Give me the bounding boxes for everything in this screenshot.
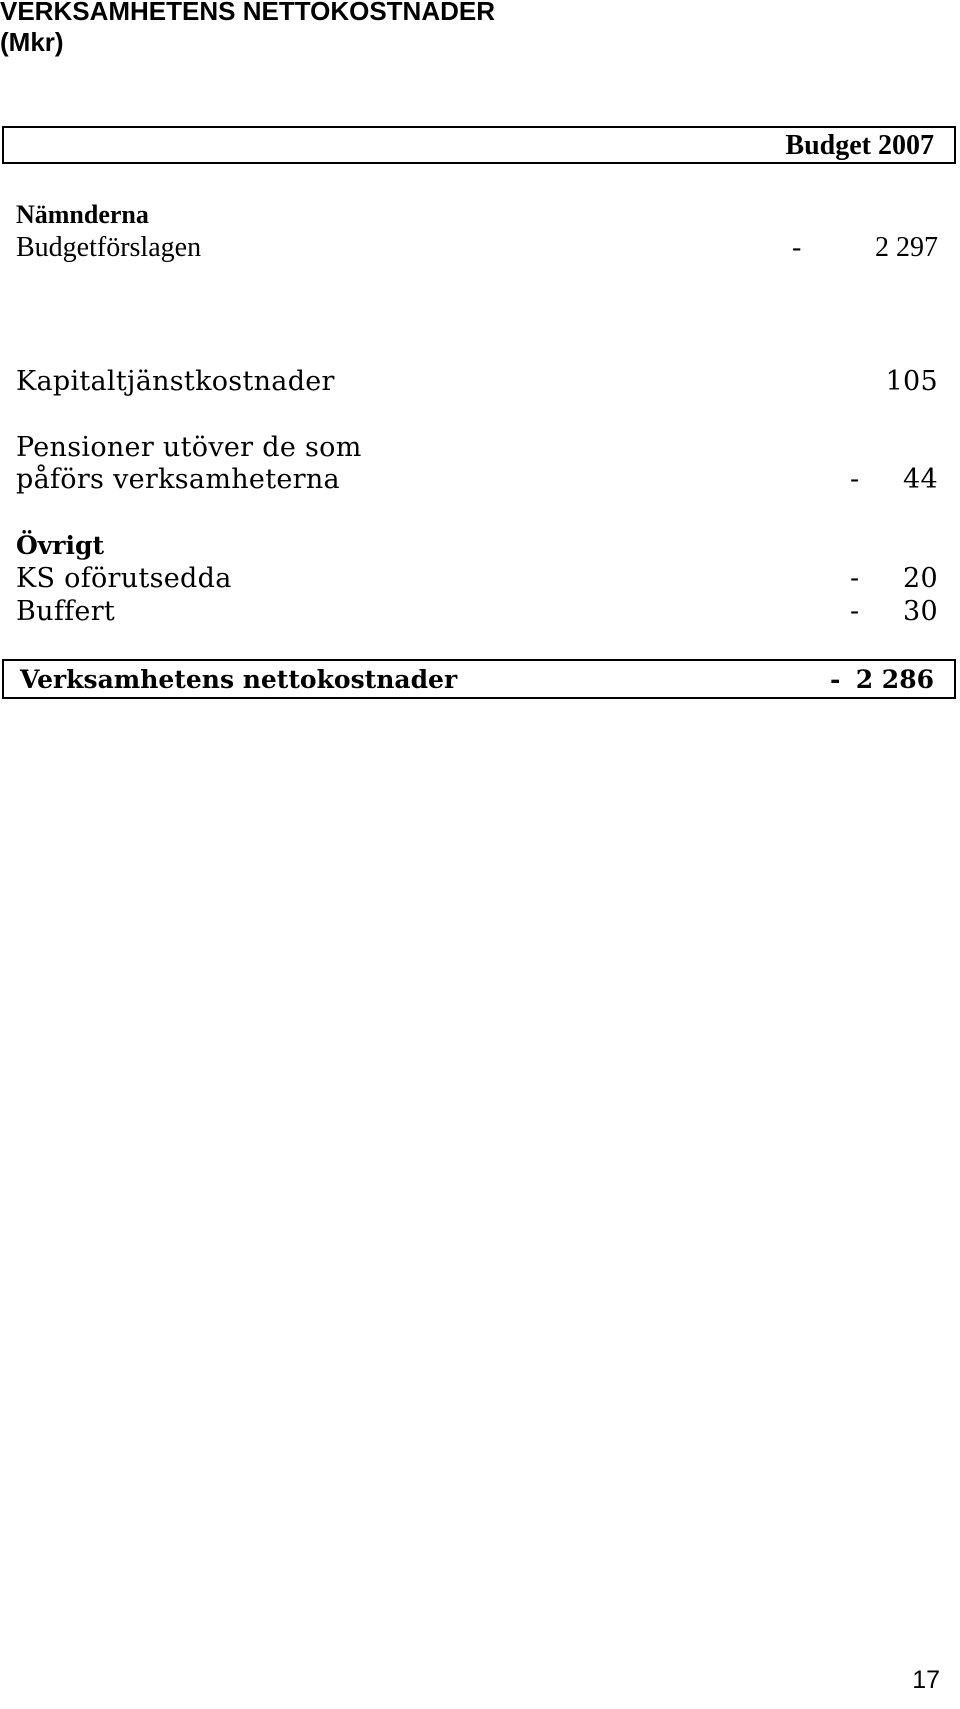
row-value: 20 — [903, 563, 938, 594]
page-title-line1: VERKSAMHETENS NETTOKOSTNADER — [0, 0, 496, 26]
total-label: Verksamhetens nettokostnader — [20, 665, 458, 694]
page-title — [0, 0, 700, 58]
page-number: 17 — [912, 1666, 940, 1694]
table-row-ks-oforutsedda — [16, 563, 938, 595]
row-sign: - — [850, 563, 860, 594]
table-row-pensioner — [16, 464, 938, 496]
total-sign: - — [830, 665, 841, 694]
page-title-unit: (Mkr) — [0, 27, 64, 57]
table-row-budgetforslagen — [16, 232, 938, 264]
section-heading-label: Nämnderna — [16, 200, 149, 229]
row-label: KS oförutsedda — [16, 563, 232, 594]
row-sign: - — [850, 464, 860, 495]
row-label: påförs verksamheterna — [16, 464, 340, 495]
column-header-budget: Budget 2007 — [785, 130, 934, 161]
section-heading-namnderna — [16, 199, 938, 231]
table-row-kapitaltjanstkostnader — [16, 366, 938, 398]
row-sign: - — [792, 232, 802, 263]
row-label: Budgetförslagen — [16, 232, 202, 263]
table-row-pensioner-line1 — [16, 432, 938, 464]
row-sign: - — [850, 596, 860, 627]
row-label: Buffert — [16, 596, 116, 627]
row-value: 30 — [903, 596, 938, 627]
row-label: Pensioner utöver de som — [16, 432, 362, 463]
table-total-row — [2, 659, 956, 699]
section-heading-label: Övrigt — [16, 531, 105, 560]
row-value: 105 — [885, 366, 938, 397]
section-heading-ovrigt — [16, 530, 938, 562]
row-label: Kapitaltjänstkostnader — [16, 366, 335, 397]
row-value: 2 297 — [875, 232, 938, 263]
row-value: 44 — [903, 464, 938, 495]
total-value: 2 286 — [855, 665, 934, 694]
table-row-buffert — [16, 596, 938, 628]
table-header — [2, 126, 956, 164]
